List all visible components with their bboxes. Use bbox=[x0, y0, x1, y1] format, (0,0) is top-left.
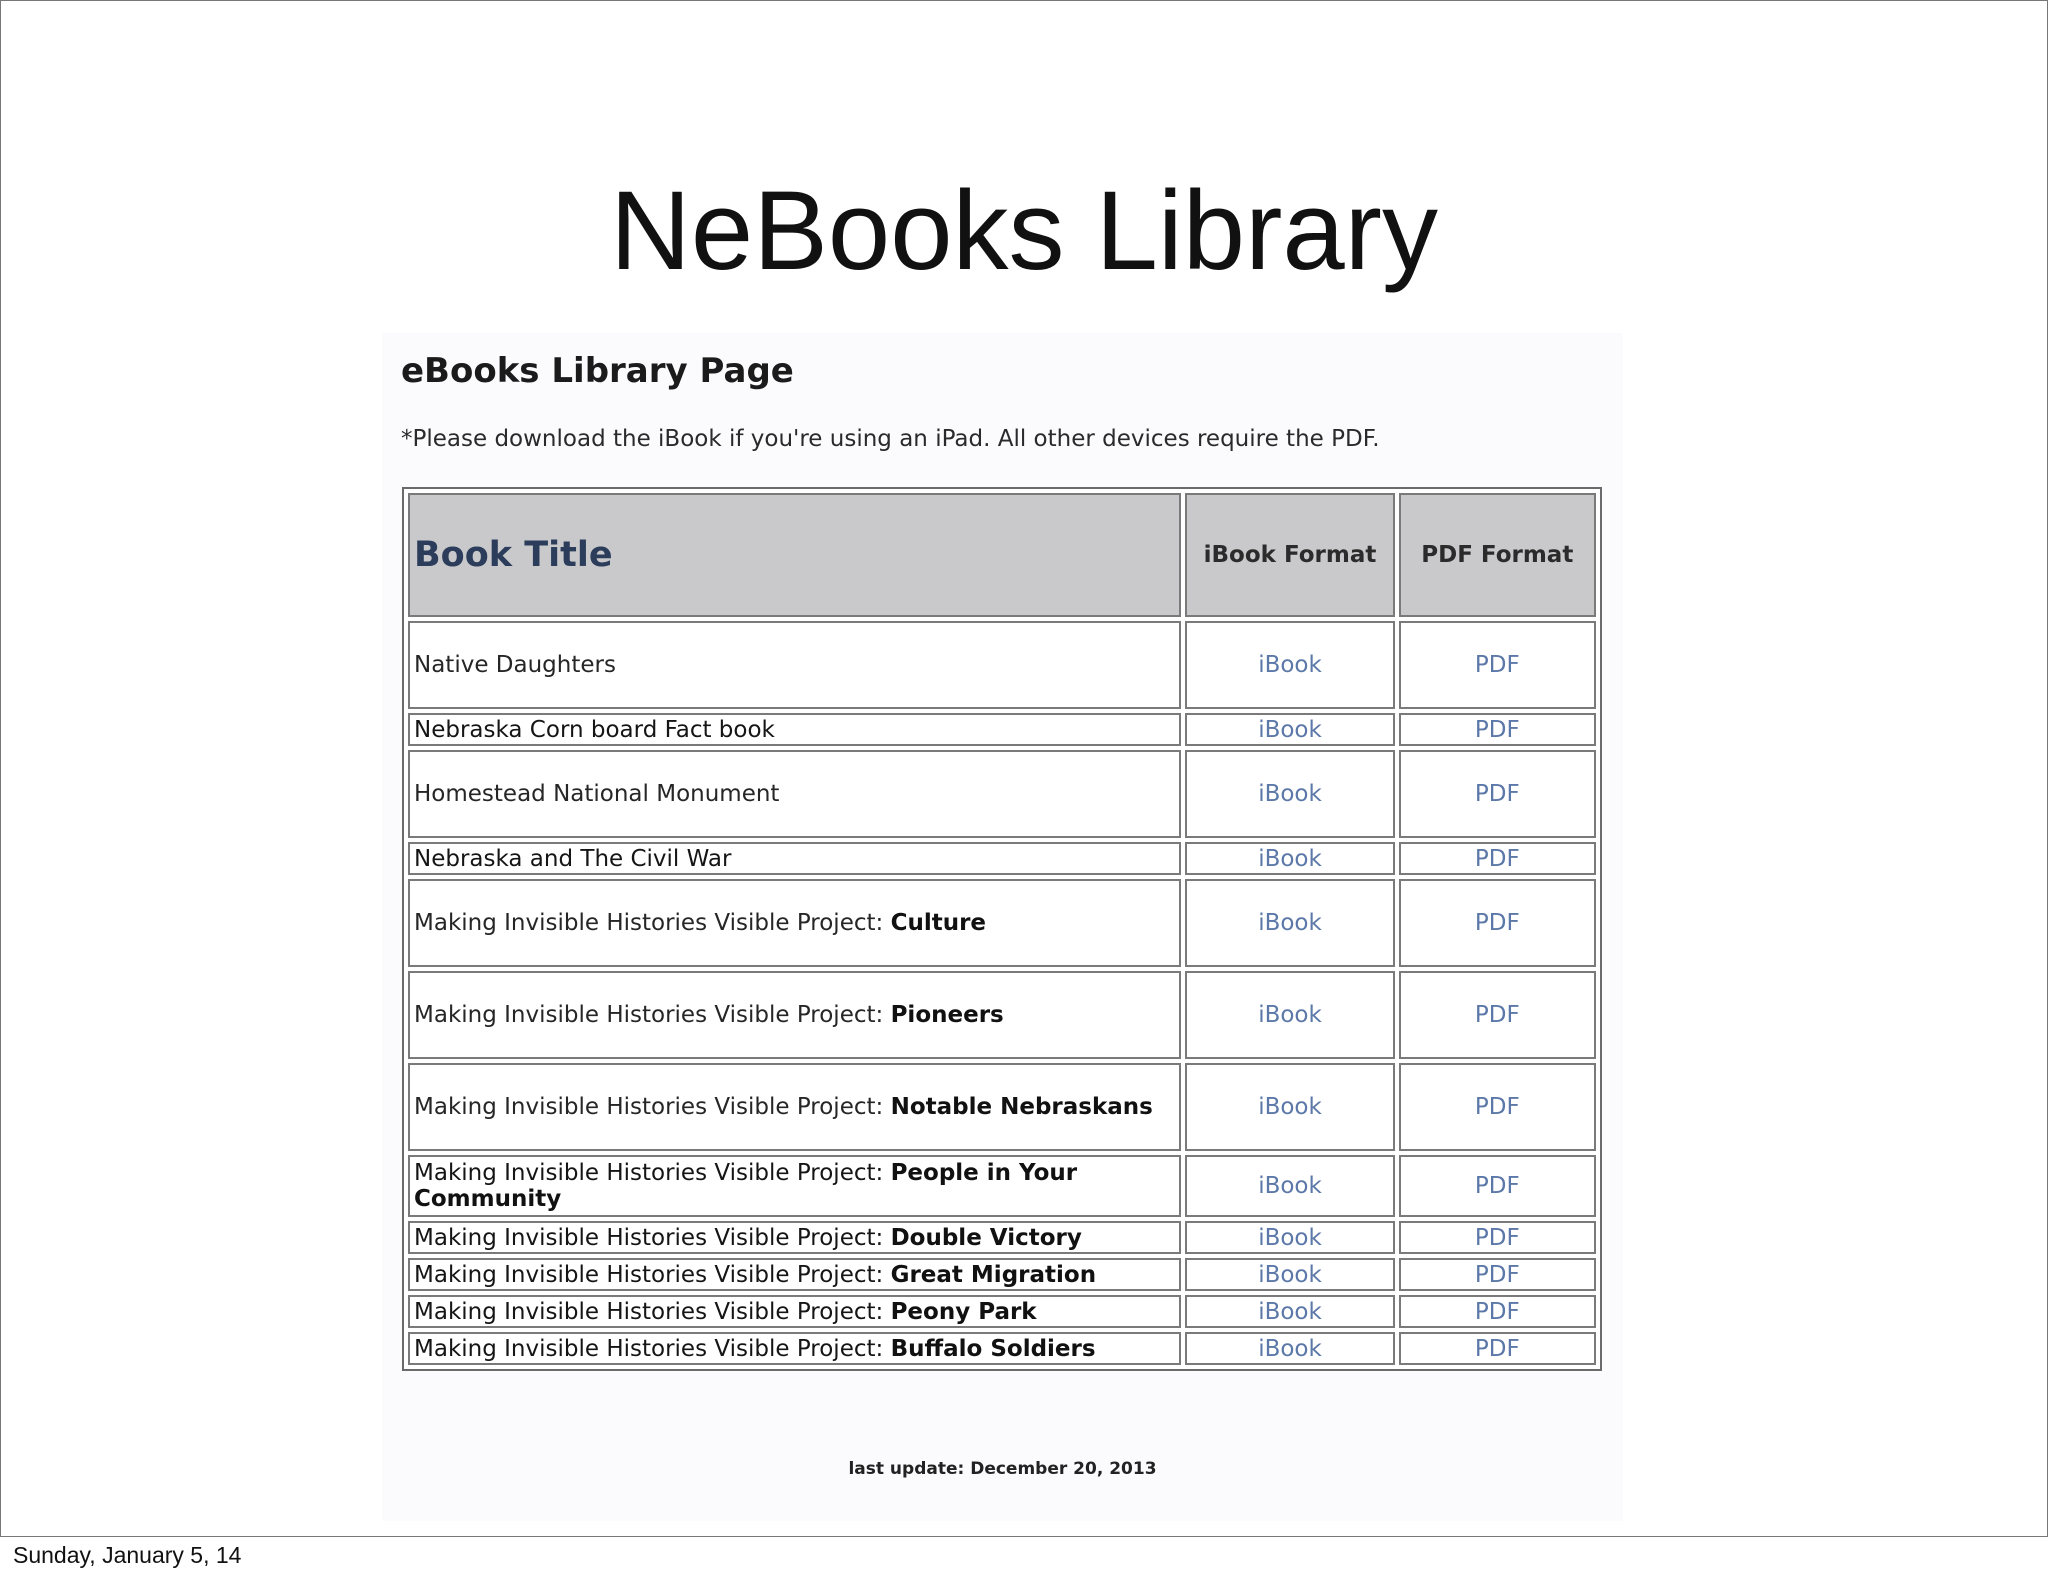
series-subtitle: Notable Nebraskans bbox=[890, 1094, 1153, 1120]
ibook-link[interactable]: iBook bbox=[1185, 1258, 1394, 1291]
pdf-link[interactable]: PDF bbox=[1399, 713, 1596, 746]
table-row bbox=[408, 1063, 1596, 1151]
book-title-cell bbox=[408, 1063, 1181, 1151]
series-prefix: Making Invisible Histories Visible Project: bbox=[414, 1002, 891, 1028]
series-subtitle: Culture bbox=[890, 910, 987, 936]
pdf-link[interactable]: PDF bbox=[1399, 879, 1596, 967]
book-title-cell bbox=[408, 1155, 1181, 1217]
table-row bbox=[408, 1332, 1596, 1365]
series-subtitle: Double Victory bbox=[890, 1224, 1082, 1251]
series-prefix: Making Invisible Histories Visible Project: bbox=[414, 1094, 891, 1120]
header-pdf-format: PDF Format bbox=[1399, 493, 1596, 617]
table-row bbox=[408, 713, 1596, 746]
ibook-link[interactable]: iBook bbox=[1185, 971, 1394, 1059]
book-title-cell bbox=[408, 1258, 1181, 1291]
series-subtitle: Peony Park bbox=[890, 1298, 1037, 1325]
book-title-cell bbox=[408, 1295, 1181, 1328]
table-row bbox=[408, 621, 1596, 709]
ibook-link[interactable]: iBook bbox=[1185, 879, 1394, 967]
pdf-link[interactable]: PDF bbox=[1399, 971, 1596, 1059]
series-prefix: Making Invisible Histories Visible Project: bbox=[414, 1335, 891, 1362]
table-row bbox=[408, 879, 1596, 967]
page-heading: eBooks Library Page bbox=[401, 351, 794, 391]
book-title-cell bbox=[408, 879, 1181, 967]
ibook-link[interactable]: iBook bbox=[1185, 621, 1394, 709]
pdf-link[interactable]: PDF bbox=[1399, 750, 1596, 838]
last-update-text: last update: December 20, 2013 bbox=[848, 1459, 1157, 1479]
ibook-link[interactable]: iBook bbox=[1185, 750, 1394, 838]
ibook-link[interactable]: iBook bbox=[1185, 1155, 1394, 1217]
table-header-row bbox=[408, 493, 1596, 617]
footer-date: Sunday, January 5, 14 bbox=[13, 1542, 242, 1568]
table-row bbox=[408, 1258, 1596, 1291]
pdf-link[interactable]: PDF bbox=[1399, 1295, 1596, 1328]
book-title-cell: Nebraska and The Civil War bbox=[408, 842, 1181, 875]
series-subtitle: Great Migration bbox=[890, 1261, 1097, 1288]
table-row bbox=[408, 971, 1596, 1059]
book-title-cell bbox=[408, 971, 1181, 1059]
pdf-link[interactable]: PDF bbox=[1399, 1063, 1596, 1151]
ibook-link[interactable]: iBook bbox=[1185, 1332, 1394, 1365]
series-subtitle: People in Your Community bbox=[414, 1160, 1078, 1212]
ibook-link[interactable]: iBook bbox=[1185, 1063, 1394, 1151]
book-title-cell: Native Daughters bbox=[408, 621, 1181, 709]
series-prefix: Making Invisible Histories Visible Project: bbox=[414, 1261, 891, 1288]
pdf-link[interactable]: PDF bbox=[1399, 1221, 1596, 1254]
table-row bbox=[408, 1221, 1596, 1254]
header-ibook-format: iBook Format bbox=[1185, 493, 1394, 617]
table-row bbox=[408, 842, 1596, 875]
pdf-link[interactable]: PDF bbox=[1399, 842, 1596, 875]
pdf-link[interactable]: PDF bbox=[1399, 621, 1596, 709]
book-title-cell: Nebraska Corn board Fact book bbox=[408, 713, 1181, 746]
slide-title: NeBooks Library bbox=[610, 168, 1438, 293]
books-table bbox=[402, 487, 1602, 1371]
series-prefix: Making Invisible Histories Visible Project: bbox=[414, 1298, 891, 1325]
pdf-link[interactable]: PDF bbox=[1399, 1258, 1596, 1291]
ibook-link[interactable]: iBook bbox=[1185, 1221, 1394, 1254]
book-title-cell bbox=[408, 1221, 1181, 1254]
book-title-cell: Homestead National Monument bbox=[408, 750, 1181, 838]
series-subtitle: Buffalo Soldiers bbox=[890, 1335, 1096, 1362]
pdf-link[interactable]: PDF bbox=[1399, 1332, 1596, 1365]
book-title-cell bbox=[408, 1332, 1181, 1365]
series-subtitle: Pioneers bbox=[890, 1002, 1004, 1028]
table-row bbox=[408, 1155, 1596, 1217]
ibook-link[interactable]: iBook bbox=[1185, 842, 1394, 875]
series-prefix: Making Invisible Histories Visible Project: bbox=[414, 1160, 891, 1186]
series-prefix: Making Invisible Histories Visible Project: bbox=[414, 1224, 891, 1251]
header-book-title: Book Title bbox=[408, 493, 1181, 617]
pdf-link[interactable]: PDF bbox=[1399, 1155, 1596, 1217]
ibook-link[interactable]: iBook bbox=[1185, 1295, 1394, 1328]
download-note: *Please download the iBook if you're using an iPad. All other devices require the PDF. bbox=[401, 426, 1380, 452]
table-row bbox=[408, 1295, 1596, 1328]
library-page-screenshot bbox=[382, 333, 1623, 1521]
table-row bbox=[408, 750, 1596, 838]
series-prefix: Making Invisible Histories Visible Project: bbox=[414, 910, 891, 936]
ibook-link[interactable]: iBook bbox=[1185, 713, 1394, 746]
